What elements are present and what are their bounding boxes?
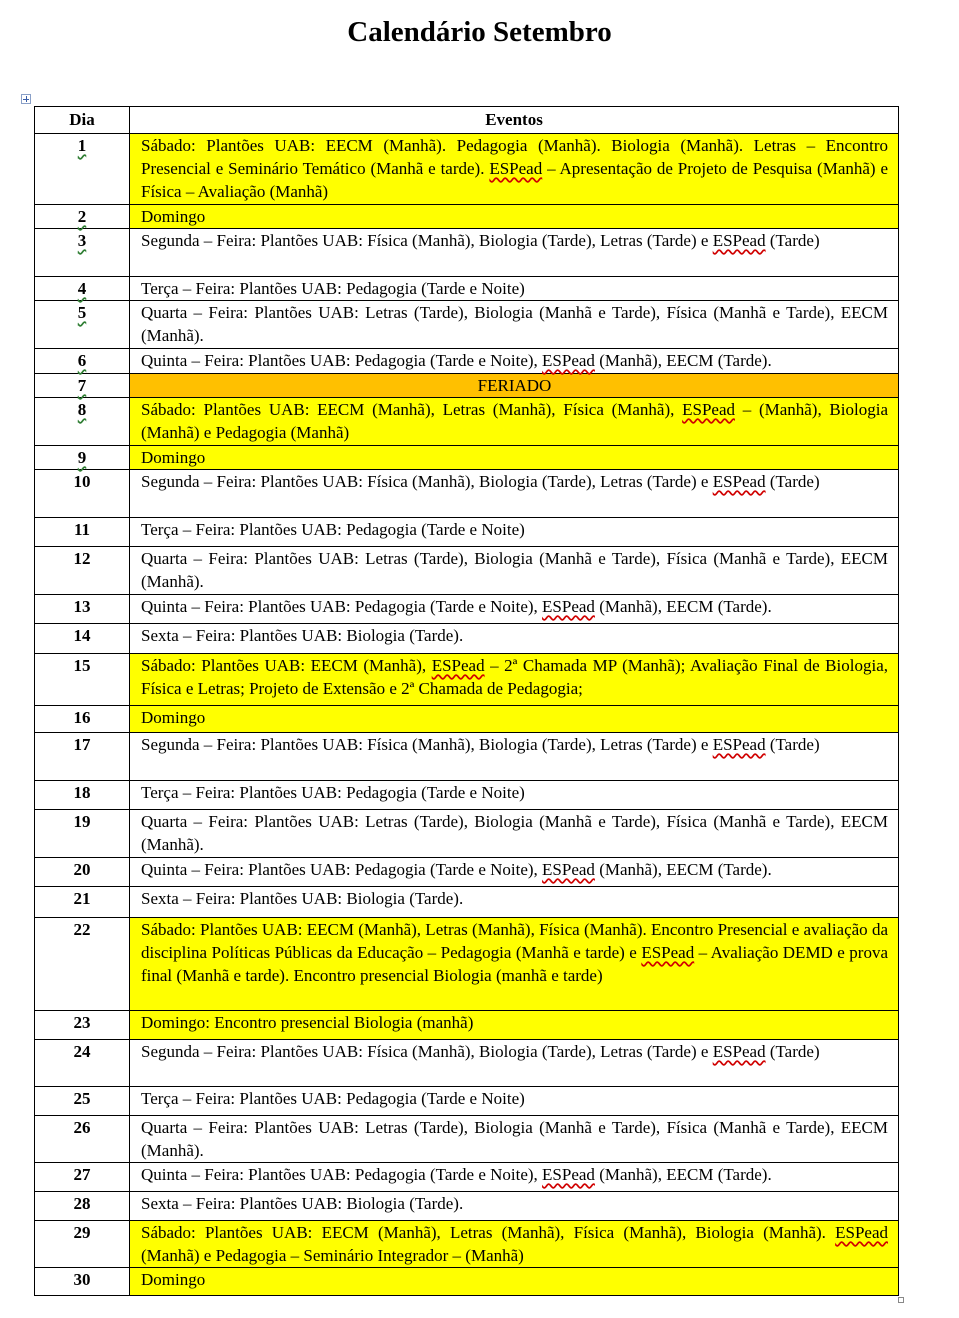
event-cell: Quinta – Feira: Plantões UAB: Pedagogia (Tarde e Noite), ESPead (Manhã), EECM (Tarde). xyxy=(130,858,899,887)
event-cell: Sábado: Plantões UAB: EECM (Manhã), Letras (Manhã), Física (Manhã). Encontro Presencial e avaliação da disciplina Políticas Públicas da Educação – Pedagogia (Manhã e tarde) e ESPead – Avaliação DEMD e prova final (Manhã e tarde). Encontro presencial Biologia (manhã e tarde) xyxy=(130,918,899,1011)
event-cell: Segunda – Feira: Plantões UAB: Física (Manhã), Biologia (Tarde), Letras (Tarde) e ESPead (Tarde) xyxy=(130,1040,899,1087)
day-cell xyxy=(35,1268,130,1296)
day-cell xyxy=(35,810,130,858)
day-cell xyxy=(35,1192,130,1221)
table-row xyxy=(35,1221,899,1268)
day-cell xyxy=(35,518,130,547)
table-row xyxy=(35,229,899,277)
event-cell: Domingo xyxy=(130,205,899,229)
day-cell xyxy=(35,374,130,398)
holiday-cell: FERIADO xyxy=(130,374,899,398)
day-number: 30 xyxy=(73,1270,91,1289)
table-row xyxy=(35,277,899,301)
table-row xyxy=(35,654,899,706)
day-cell xyxy=(35,733,130,781)
table-row xyxy=(35,134,899,205)
day-cell xyxy=(35,277,130,301)
event-cell: Sexta – Feira: Plantões UAB: Biologia (Tarde). xyxy=(130,887,899,918)
day-number: 11 xyxy=(73,520,91,539)
page-title: Calendário Setembro xyxy=(347,16,612,48)
event-cell: Domingo xyxy=(130,446,899,470)
day-cell xyxy=(35,918,130,1011)
day-number: 9 xyxy=(77,448,87,467)
day-number: 27 xyxy=(73,1165,91,1184)
day-number: 19 xyxy=(73,812,91,831)
table-row xyxy=(35,205,899,229)
day-cell xyxy=(35,706,130,733)
table-row xyxy=(35,887,899,918)
table-row xyxy=(35,1087,899,1116)
table-row xyxy=(35,470,899,518)
day-cell xyxy=(35,1221,130,1268)
table-row xyxy=(35,781,899,810)
event-cell: Segunda – Feira: Plantões UAB: Física (Manhã), Biologia (Tarde), Letras (Tarde) e ESPead (Tarde) xyxy=(130,229,899,277)
event-cell: Quinta – Feira: Plantões UAB: Pedagogia (Tarde e Noite), ESPead (Manhã), EECM (Tarde). xyxy=(130,349,899,374)
day-cell xyxy=(35,446,130,470)
day-cell xyxy=(35,301,130,349)
day-number: 22 xyxy=(73,920,91,939)
day-cell xyxy=(35,595,130,624)
day-cell xyxy=(35,1011,130,1040)
table-move-handle-icon[interactable] xyxy=(21,94,31,104)
event-cell: Segunda – Feira: Plantões UAB: Física (Manhã), Biologia (Tarde), Letras (Tarde) e ESPead (Tarde) xyxy=(130,470,899,518)
table-resize-handle-icon[interactable] xyxy=(898,1297,904,1303)
day-cell xyxy=(35,134,130,205)
header-events: Eventos xyxy=(130,107,899,134)
event-cell: Sexta – Feira: Plantões UAB: Biologia (Tarde). xyxy=(130,1192,899,1221)
day-cell xyxy=(35,858,130,887)
event-cell: Terça – Feira: Plantões UAB: Pedagogia (Tarde e Noite) xyxy=(130,277,899,301)
table-row xyxy=(35,1163,899,1192)
day-number: 16 xyxy=(73,708,91,727)
day-number: 2 xyxy=(77,207,87,226)
table-row xyxy=(35,398,899,446)
table-row xyxy=(35,518,899,547)
day-cell xyxy=(35,1087,130,1116)
event-cell: Quarta – Feira: Plantões UAB: Letras (Tarde), Biologia (Manhã e Tarde), Física (Manhã e Tarde), EECM (Manhã). xyxy=(130,301,899,349)
table-row xyxy=(35,547,899,595)
day-number: 13 xyxy=(73,597,91,616)
day-cell xyxy=(35,1116,130,1163)
header-day: Dia xyxy=(35,107,130,134)
day-number: 23 xyxy=(73,1013,91,1032)
day-cell xyxy=(35,547,130,595)
table-row xyxy=(35,595,899,624)
table-row xyxy=(35,1011,899,1040)
table-row xyxy=(35,301,899,349)
day-number: 20 xyxy=(73,860,91,879)
day-number: 15 xyxy=(73,656,91,675)
table-row xyxy=(35,858,899,887)
day-number: 14 xyxy=(73,626,91,645)
table-body xyxy=(35,134,899,1296)
day-number: 18 xyxy=(73,783,91,802)
event-cell: Domingo: Encontro presencial Biologia (manhã) xyxy=(130,1011,899,1040)
event-cell: Domingo xyxy=(130,706,899,733)
table-row xyxy=(35,1116,899,1163)
day-cell xyxy=(35,781,130,810)
table-row xyxy=(35,918,899,1011)
day-number: 7 xyxy=(77,376,87,395)
table-row xyxy=(35,374,899,398)
day-cell xyxy=(35,349,130,374)
event-cell: Quinta – Feira: Plantões UAB: Pedagogia (Tarde e Noite), ESPead (Manhã), EECM (Tarde). xyxy=(130,1163,899,1192)
event-cell: Quinta – Feira: Plantões UAB: Pedagogia (Tarde e Noite), ESPead (Manhã), EECM (Tarde). xyxy=(130,595,899,624)
event-cell: Segunda – Feira: Plantões UAB: Física (Manhã), Biologia (Tarde), Letras (Tarde) e ESPead (Tarde) xyxy=(130,733,899,781)
day-cell xyxy=(35,470,130,518)
day-number: 5 xyxy=(77,303,87,322)
day-cell xyxy=(35,205,130,229)
event-cell: Domingo xyxy=(130,1268,899,1296)
day-number: 1 xyxy=(77,136,87,155)
event-cell: Quarta – Feira: Plantões UAB: Letras (Tarde), Biologia (Manhã e Tarde), Física (Manhã e Tarde), EECM (Manhã). xyxy=(130,1116,899,1163)
day-number: 29 xyxy=(73,1223,91,1242)
event-cell: Sábado: Plantões UAB: EECM (Manhã), ESPead – 2ª Chamada MP (Manhã); Avaliação Final de Biologia, Física e Letras; Projeto de Extensão e 2ª Chamada de Pedagogia; xyxy=(130,654,899,706)
table-row xyxy=(35,706,899,733)
table-row xyxy=(35,1192,899,1221)
calendar-table xyxy=(34,106,899,1296)
event-cell: Sábado: Plantões UAB: EECM (Manhã), Letras (Manhã), Física (Manhã), Biologia (Manhã). ESPead (Manhã) e Pedagogia – Seminário Integrador – (Manhã) xyxy=(130,1221,899,1268)
event-cell: Terça – Feira: Plantões UAB: Pedagogia (Tarde e Noite) xyxy=(130,781,899,810)
day-number: 17 xyxy=(73,735,91,754)
day-number: 21 xyxy=(73,889,91,908)
day-cell xyxy=(35,624,130,654)
table-row xyxy=(35,446,899,470)
day-number: 6 xyxy=(77,351,87,370)
day-cell xyxy=(35,887,130,918)
event-cell: Sexta – Feira: Plantões UAB: Biologia (Tarde). xyxy=(130,624,899,654)
day-number: 8 xyxy=(77,400,87,419)
event-cell: Terça – Feira: Plantões UAB: Pedagogia (Tarde e Noite) xyxy=(130,1087,899,1116)
day-number: 12 xyxy=(73,549,91,568)
table-row xyxy=(35,1268,899,1296)
table-row xyxy=(35,624,899,654)
table-row xyxy=(35,349,899,374)
day-number: 10 xyxy=(73,472,91,491)
day-cell xyxy=(35,1163,130,1192)
event-cell: Quarta – Feira: Plantões UAB: Letras (Tarde), Biologia (Manhã e Tarde), Física (Manhã e Tarde), EECM (Manhã). xyxy=(130,547,899,595)
table-row xyxy=(35,810,899,858)
day-number: 26 xyxy=(73,1118,91,1137)
day-cell xyxy=(35,398,130,446)
day-number: 4 xyxy=(77,279,87,298)
table-row xyxy=(35,733,899,781)
event-cell: Sábado: Plantões UAB: EECM (Manhã), Letras (Manhã), Física (Manhã), ESPead – (Manhã), Biologia (Manhã) e Pedagogia (Manhã) xyxy=(130,398,899,446)
table-row xyxy=(35,1040,899,1087)
event-cell: Sábado: Plantões UAB: EECM (Manhã). Pedagogia (Manhã). Biologia (Manhã). Letras – Encontro Presencial e Seminário Temático (Manhã e tarde). ESPead – Apresentação de Projeto de Pesquisa (Manhã) e Física – Avaliação (Manhã) xyxy=(130,134,899,205)
day-cell xyxy=(35,1040,130,1087)
day-cell xyxy=(35,654,130,706)
day-cell xyxy=(35,229,130,277)
day-number: 25 xyxy=(73,1089,91,1108)
day-number: 3 xyxy=(77,231,87,250)
day-number: 28 xyxy=(73,1194,91,1213)
event-cell: Terça – Feira: Plantões UAB: Pedagogia (Tarde e Noite) xyxy=(130,518,899,547)
header-row xyxy=(35,107,899,134)
day-number: 24 xyxy=(73,1042,91,1061)
event-cell: Quarta – Feira: Plantões UAB: Letras (Tarde), Biologia (Manhã e Tarde), Física (Manhã e Tarde), EECM (Manhã). xyxy=(130,810,899,858)
